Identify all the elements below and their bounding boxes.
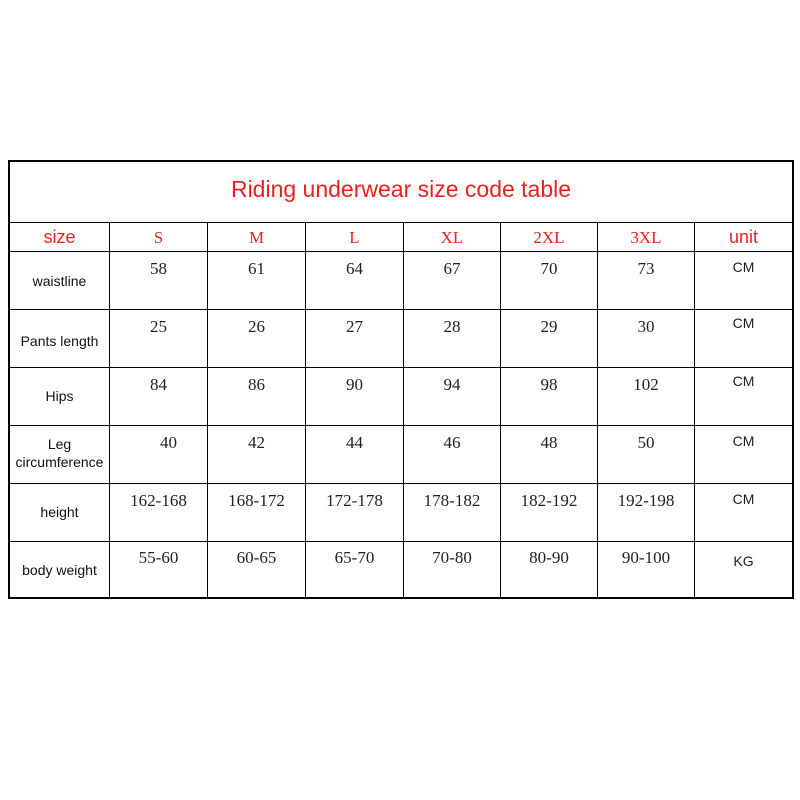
value: 28 <box>443 317 461 336</box>
value-cell <box>207 426 305 483</box>
value: 178-182 <box>423 491 481 510</box>
size-label: S <box>153 228 164 247</box>
value-cell <box>597 252 694 309</box>
value-cell <box>597 484 694 541</box>
header-size-l <box>305 223 403 251</box>
value: 86 <box>248 375 265 394</box>
unit-value: CM <box>732 433 755 449</box>
row-label: height <box>40 504 79 520</box>
header-size-m <box>207 223 305 251</box>
value-cell <box>597 368 694 425</box>
value: 30 <box>637 317 655 336</box>
value-cell <box>109 252 207 309</box>
header-size-s <box>109 223 207 251</box>
row-label: Leg circumference <box>15 436 104 470</box>
value-cell <box>109 368 207 425</box>
value-cell <box>305 542 403 597</box>
size-label: 3XL <box>630 228 662 247</box>
row-label: Hips <box>45 388 74 404</box>
value: 58 <box>150 259 167 278</box>
value: 48 <box>540 433 558 452</box>
value-cell <box>109 542 207 597</box>
value-cell <box>305 426 403 483</box>
value-cell <box>500 368 597 425</box>
header-size-cell <box>10 223 109 251</box>
value-cell <box>403 426 500 483</box>
value-cell <box>207 368 305 425</box>
value: 168-172 <box>228 491 285 510</box>
unit-value: CM <box>732 373 755 389</box>
value-cell <box>109 484 207 541</box>
table-row-leg-circumference <box>10 426 792 484</box>
value: 64 <box>346 259 363 278</box>
value: 70-80 <box>432 548 472 567</box>
value-cell <box>500 426 597 483</box>
size-label: XL <box>440 228 464 247</box>
size-label: 2XL <box>533 228 565 247</box>
value-cell <box>500 484 597 541</box>
value-cell <box>207 542 305 597</box>
value: 61 <box>248 259 265 278</box>
value-cell <box>403 542 500 597</box>
header-unit-label: unit <box>728 227 759 247</box>
value-cell <box>403 484 500 541</box>
row-label: waistline <box>32 273 87 289</box>
table-row-height <box>10 484 792 542</box>
value-cell <box>403 252 500 309</box>
value: 80-90 <box>529 548 569 567</box>
table-row-body-weight <box>10 542 792 597</box>
header-size-2xl <box>500 223 597 251</box>
table-row-pants-length <box>10 310 792 368</box>
row-label: Pants length <box>20 333 99 349</box>
size-label: M <box>248 228 265 247</box>
value: 26 <box>248 317 265 336</box>
value: 55-60 <box>138 548 179 567</box>
value-cell <box>207 310 305 367</box>
row-label-cell <box>10 252 109 309</box>
unit-cell <box>694 426 792 483</box>
unit-cell <box>694 484 792 541</box>
value-cell <box>403 368 500 425</box>
unit-value: CM <box>732 315 755 331</box>
value: 90-100 <box>621 548 671 567</box>
value-cell <box>305 368 403 425</box>
unit-value: CM <box>732 259 755 275</box>
value-cell <box>305 484 403 541</box>
value: 172-178 <box>326 491 383 510</box>
row-label-cell <box>10 484 109 541</box>
value-cell <box>305 252 403 309</box>
value-cell <box>597 310 694 367</box>
unit-cell <box>694 368 792 425</box>
value: 84 <box>150 375 167 394</box>
value: 162-168 <box>130 491 187 510</box>
header-size-xl <box>403 223 500 251</box>
value: 70 <box>540 259 558 278</box>
row-label: body weight <box>22 562 97 578</box>
value: 44 <box>346 433 363 452</box>
header-size-3xl <box>597 223 694 251</box>
unit-value: KG <box>733 553 754 569</box>
value: 73 <box>637 259 655 278</box>
size-chart-table <box>8 160 794 599</box>
value: 67 <box>443 259 461 278</box>
header-row <box>10 223 792 252</box>
value: 40 <box>160 433 177 452</box>
value: 65-70 <box>334 548 375 567</box>
value-cell <box>500 542 597 597</box>
value: 29 <box>540 317 558 336</box>
table-row-hips <box>10 368 792 426</box>
table-row-waistline <box>10 252 792 310</box>
value-cell <box>109 310 207 367</box>
row-label-cell <box>10 426 109 483</box>
value: 42 <box>248 433 265 452</box>
value-cell <box>597 426 694 483</box>
value-cell <box>207 252 305 309</box>
unit-value: CM <box>732 491 755 507</box>
value: 90 <box>346 375 363 394</box>
value-cell <box>500 310 597 367</box>
value: 46 <box>443 433 461 452</box>
row-label-cell <box>10 310 109 367</box>
unit-cell <box>694 310 792 367</box>
row-label-cell <box>10 542 109 597</box>
value: 182-192 <box>520 491 578 510</box>
value: 94 <box>443 375 461 394</box>
value-cell <box>500 252 597 309</box>
value: 25 <box>150 317 167 336</box>
unit-cell <box>694 252 792 309</box>
table-title: Riding underwear size code table <box>230 176 572 202</box>
value-cell <box>207 484 305 541</box>
value: 27 <box>346 317 363 336</box>
value: 50 <box>637 433 655 452</box>
value: 60-65 <box>236 548 277 567</box>
header-unit-cell <box>694 223 792 251</box>
value-cell <box>597 542 694 597</box>
value-cell <box>109 426 207 483</box>
title-row <box>10 162 792 223</box>
value: 192-198 <box>617 491 675 510</box>
value: 98 <box>540 375 558 394</box>
value-cell <box>403 310 500 367</box>
header-size-label: size <box>43 227 76 247</box>
value-cell <box>305 310 403 367</box>
unit-cell <box>694 542 792 597</box>
row-label-cell <box>10 368 109 425</box>
size-label: L <box>349 228 360 247</box>
value: 102 <box>633 375 659 394</box>
